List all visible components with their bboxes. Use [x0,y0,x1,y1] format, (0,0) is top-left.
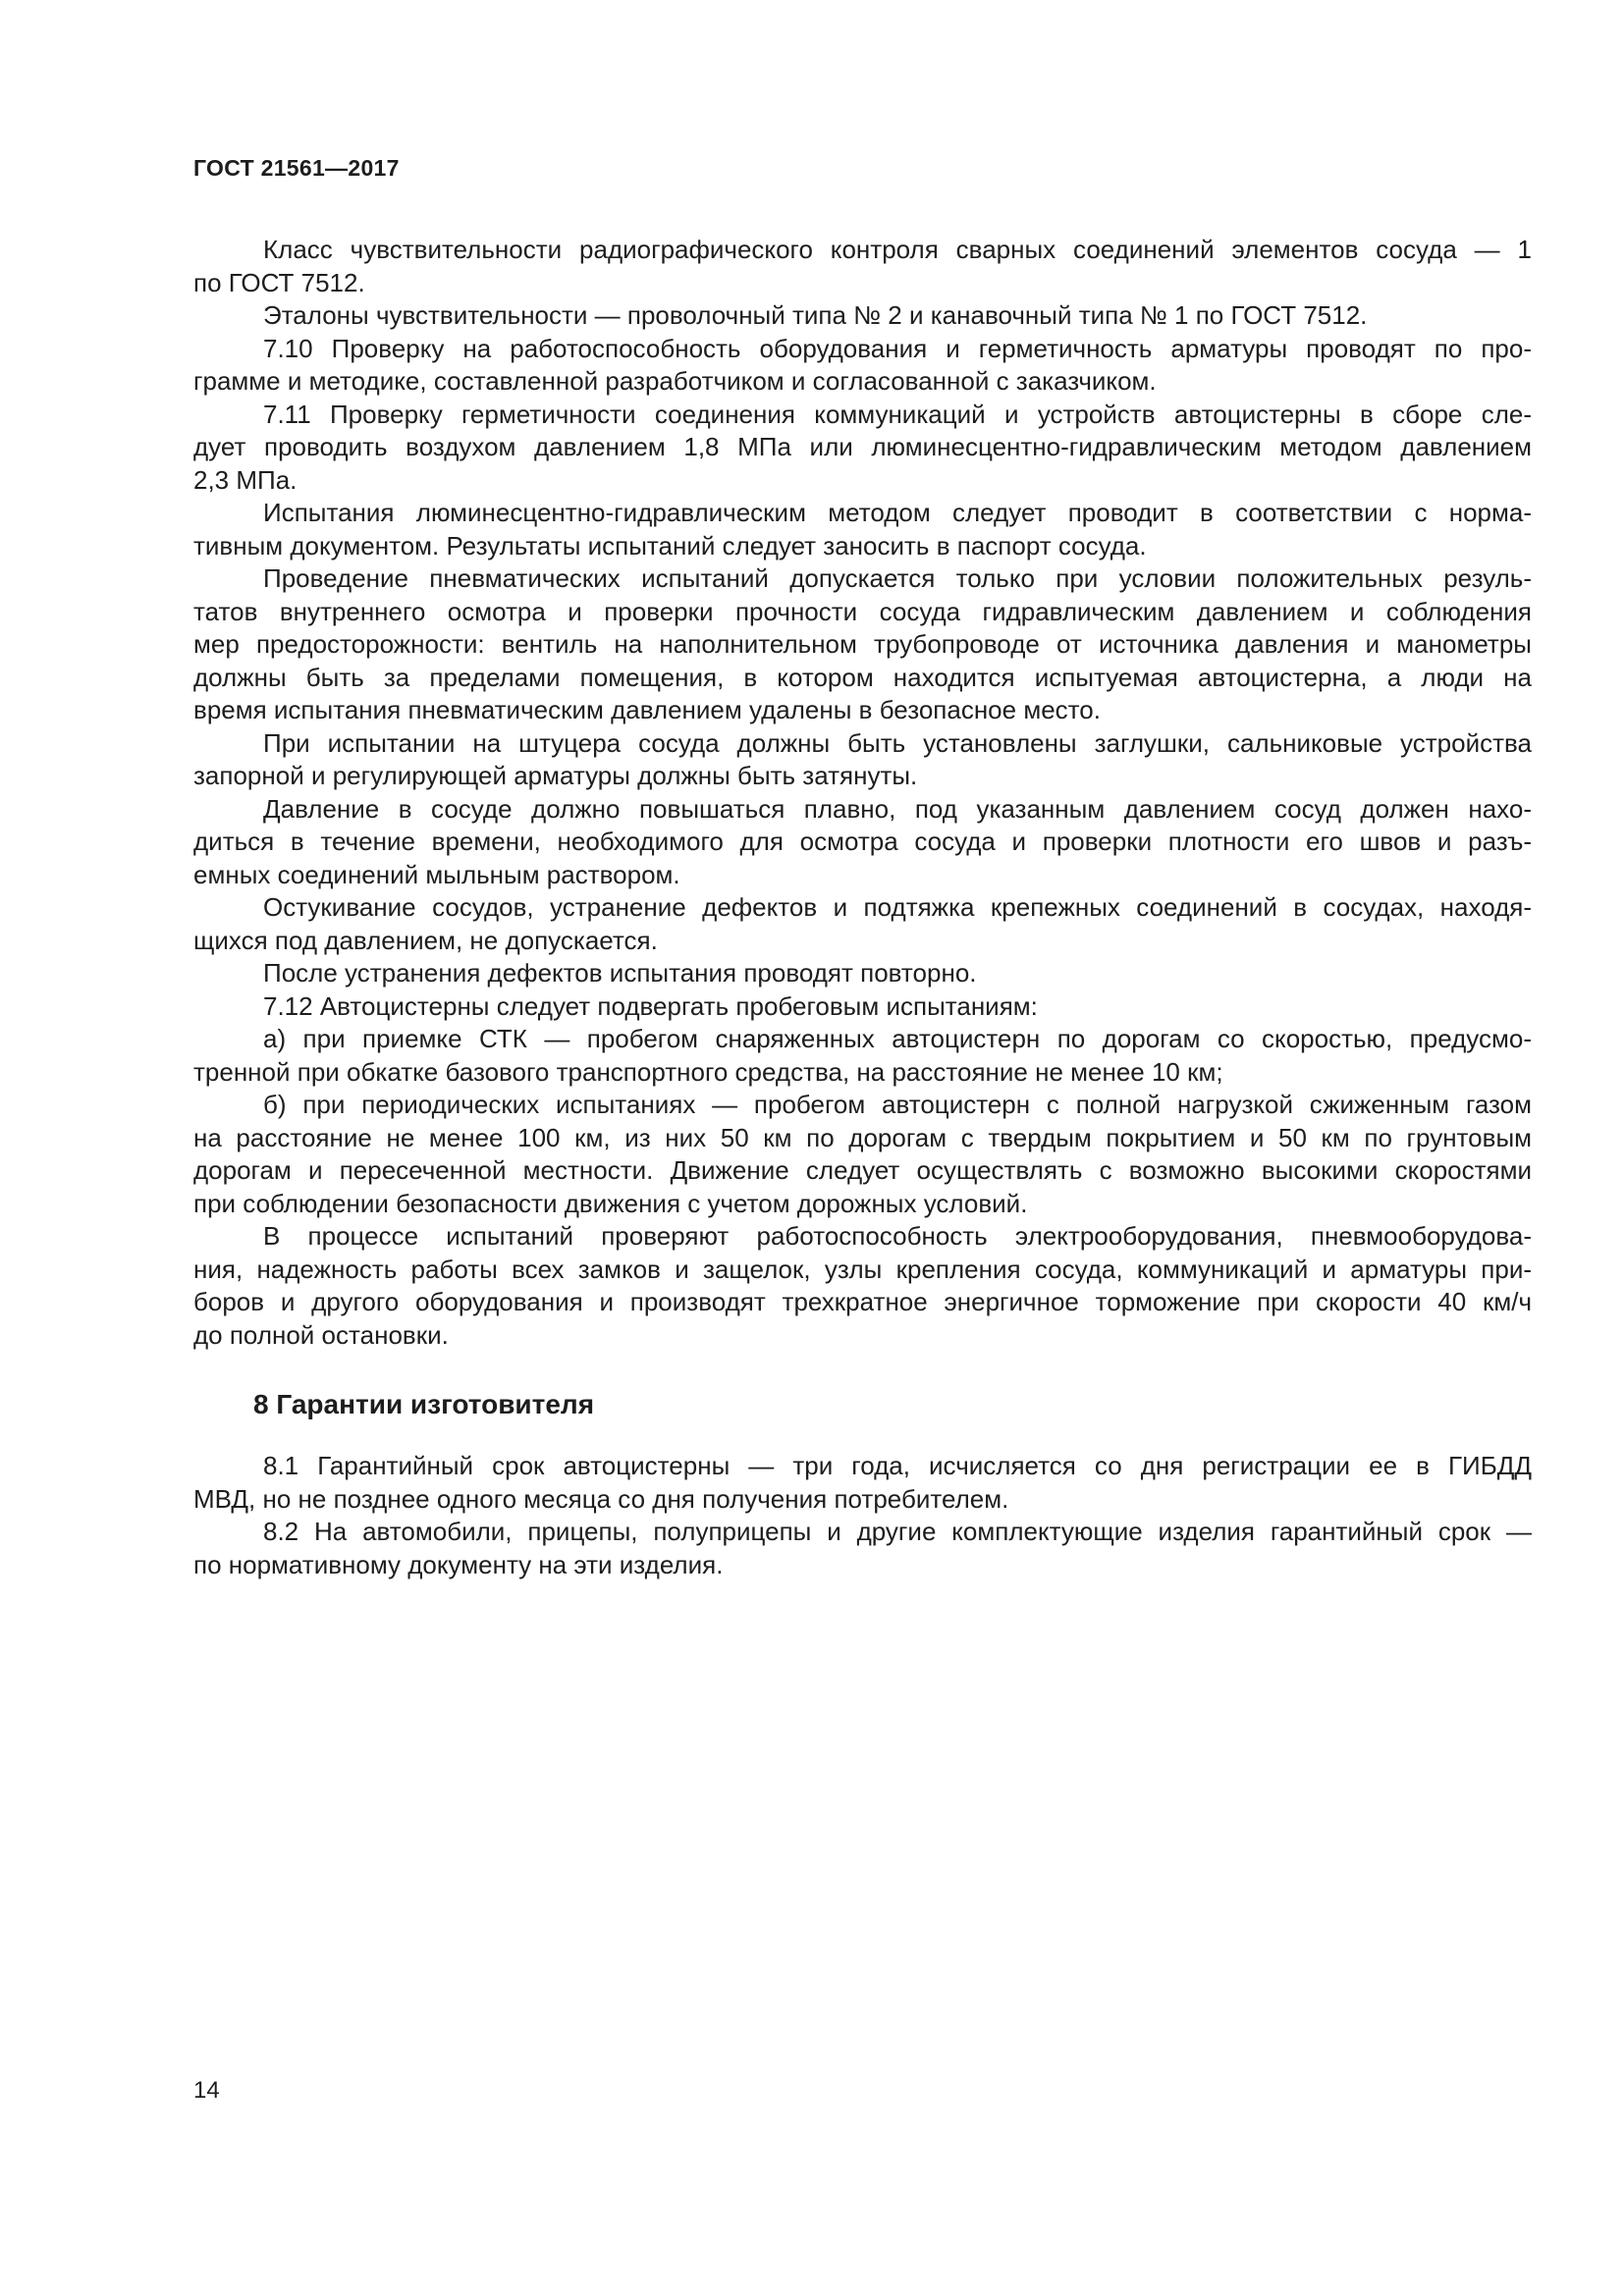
text-line: Проведение пневматических испытаний допускается только при условии положительных резуль- [263,563,1532,593]
text-line: 7.11 Проверку герметичности соединения коммуникаций и устройств автоцистерны в сборе сле- [263,399,1532,429]
running-header: ГОСТ 21561—2017 [193,155,400,181]
text-line: При испытании на штуцера сосуда должны быть установлены заглушки, сальниковые устройства [263,727,1532,758]
text-line: диться в течение времени, необходимого для осмотра сосуда и проверки плотности его швов и разъ- [193,827,1532,856]
text-line: 7.12 Автоцистерны следует подвергать пробеговым испытаниям: [263,990,1038,1021]
text-line: После устранения дефектов испытания проводят повторно. [263,958,977,988]
paragraph [193,1023,1532,1089]
text-line: дует проводить воздухом давлением 1,8 МПа или люминесцентно-гидравлическим методом давлением [193,432,1532,461]
text-line: дорогам и пересеченной местности. Движение следует осуществлять с возможно высокими скоростями [193,1155,1532,1185]
paragraph [193,1450,1532,1516]
text-line: 7.10 Проверку на работоспособность оборудования и герметичность арматуры проводят по про- [263,333,1532,363]
text-line: запорной и регулирующей арматуры должны быть затянуты. [193,761,918,790]
text-line: ния, надежность работы всех замков и защелок, узлы крепления сосуда, коммуникаций и арматуры при- [193,1254,1532,1284]
text-line: Давление в сосуде должно повышаться плавно, под указанным давлением сосуд должен нахо- [263,793,1532,824]
text-line: емных соединений мыльным раствором. [193,859,680,889]
text-line: б) при периодических испытаниях — пробегом автоцистерн с полной нагрузкой сжиженным газом [263,1090,1532,1119]
text-line: Остукивание сосудов, устранение дефектов и подтяжка крепежных соединений в сосудах, находя- [263,892,1532,922]
text-line: при соблюдении безопасности движения с учетом дорожных условий. [193,1188,1028,1218]
document-body [193,234,1532,1581]
text-line: мер предосторожности: вентиль на наполнительном трубопроводе от источника давления и манометры [193,629,1532,659]
paragraph [193,333,1532,399]
text-line: по нормативному документу на эти изделия. [193,1549,724,1579]
text-line: тивным документом. Результаты испытаний следует заносить в паспорт сосуда. [193,530,1147,561]
paragraph [193,497,1532,562]
paragraph [193,299,1532,333]
paragraph [193,562,1532,727]
text-line: МВД, но не позднее одного месяца со дня получения потребителем. [193,1483,1009,1514]
text-line: а) при приемке СТК — пробегом снаряженных автоцистерн по дорогам со скоростью, предусмо- [263,1024,1532,1053]
section-heading: 8 Гарантии изготовителя [253,1389,595,1419]
paragraph [193,727,1532,793]
text-line: 2,3 МПа. [193,464,298,495]
paragraph [193,957,1532,990]
text-line: В процессе испытаний проверяют работоспособность электрооборудования, пневмооборудова- [263,1221,1532,1251]
text-line: время испытания пневматическим давлением удалены в безопасное место. [193,695,1101,724]
text-line: Испытания люминесцентно-гидравлическим методом следует проводит в соответствии с норма- [263,498,1532,527]
text-line: 8.1 Гарантийный срок автоцистерны — три года, исчисляется со дня регистрации ее в ГИБДД [263,1451,1532,1480]
paragraph [193,1516,1532,1581]
paragraph [193,990,1532,1024]
text-line: Эталоны чувствительности — проволочный типа № 2 и канавочный типа № 1 по ГОСТ 7512. [263,300,1368,330]
text-line: тренной при обкатке базового транспортного средства, на расстояние не менее 10 км; [193,1056,1223,1087]
text-line: боров и другого оборудования и производят трехкратное энергичное торможение при скорости 40 км/ч [193,1287,1532,1316]
text-line: грамме и методике, составленной разработчиком и согласованной с заказчиком. [193,366,1157,396]
text-line: на расстояние не менее 100 км, из них 50 км по дорогам с твердым покрытием и 50 км по грунтовым [193,1122,1532,1152]
paragraph [193,399,1532,498]
paragraph [193,234,1532,299]
text-line: татов внутреннего осмотра и проверки прочности сосуда гидравлическим давлением и соблюдения [193,596,1532,626]
paragraph [193,1220,1532,1352]
text-line: до полной остановки. [193,1319,449,1350]
text-line: щихся под давлением, не допускается. [193,925,658,955]
paragraph [193,891,1532,957]
paragraph [193,1089,1532,1220]
paragraph [193,793,1532,892]
page-number: 14 [193,2077,220,2104]
text-line: Класс чувствительности радиографического контроля сварных соединений элементов сосуда — 1 [263,235,1532,264]
text-line: должны быть за пределами помещения, в котором находится испытуемая автоцистерна, а люди на [193,662,1532,692]
text-line: 8.2 На автомобили, прицепы, полуприцепы и другие комплектующие изделия гарантийный срок — [263,1517,1532,1546]
text-line: по ГОСТ 7512. [193,267,365,297]
